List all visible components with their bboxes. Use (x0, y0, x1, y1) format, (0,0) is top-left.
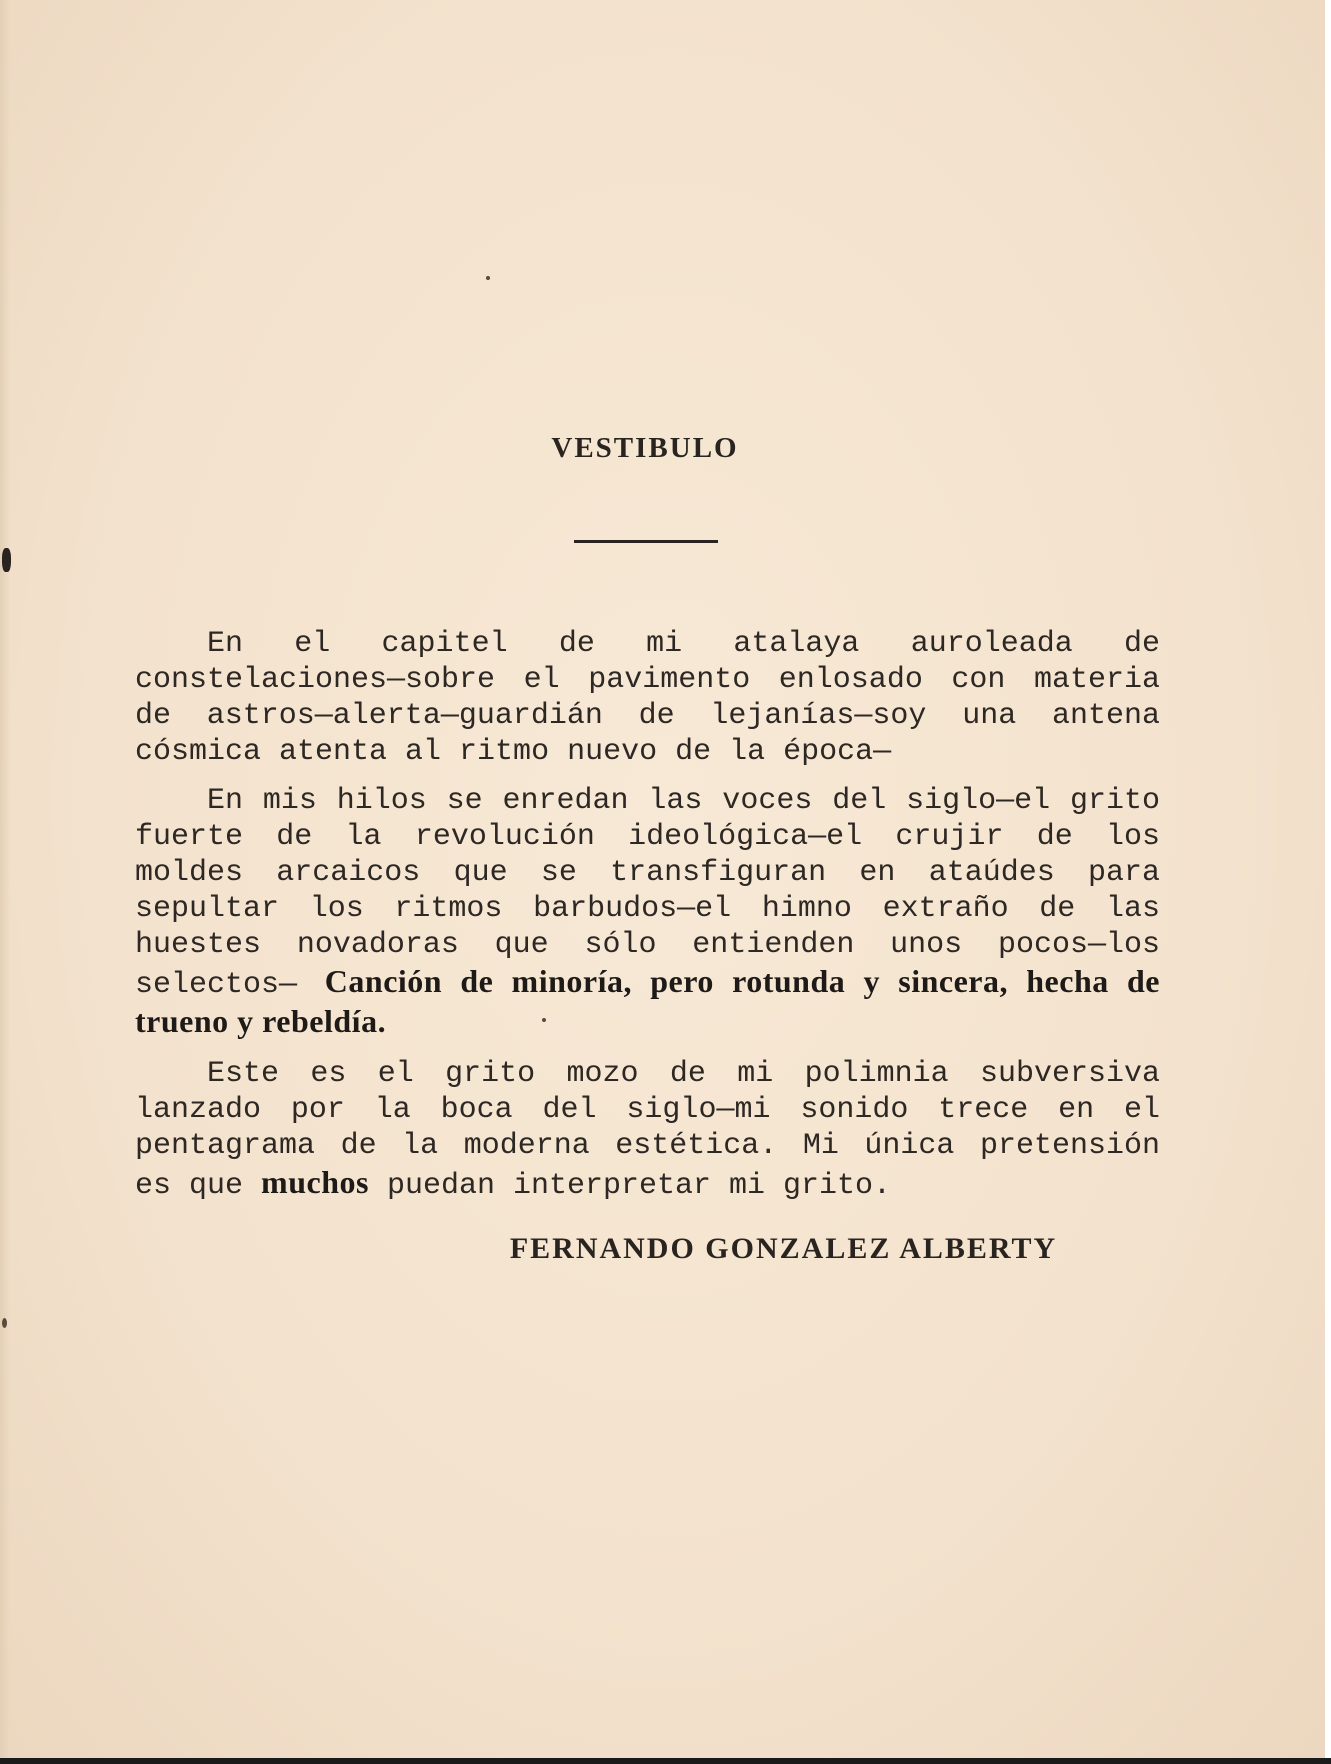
paragraph-3-bold-text: muchos (261, 1164, 369, 1200)
scan-border-right (1325, 0, 1331, 1764)
scan-border-bottom (0, 1758, 1331, 1764)
body-text (135, 626, 1160, 1217)
title-rule (574, 540, 718, 543)
paragraph-2-bold-text: Canción de minoría, pero rotunda y sincera, hecha de trueno y rebeldía. (135, 963, 1160, 1039)
paragraph-1-text: En el capitel de mi atalaya auroleada de constelaciones—sobre el pavimento enlosado con materia de astros—alerta—guardián de lejanías—soy una antena cósmica atenta al ritmo nuevo de la época— (135, 627, 1160, 769)
ink-speck (2, 548, 11, 572)
page-title: VESTIBULO (551, 432, 739, 464)
page-edge-shadow (0, 0, 10, 1764)
paragraph-3-text-start: Este es el grito mozo de mi polimnia subversiva lanzado por la boca del siglo—mi sonido trece en el pentagrama de la moderna estética. Mi única pretensión es que (135, 1057, 1160, 1203)
ink-speck (486, 276, 490, 280)
paragraph-2-text: En mis hilos se enredan las voces del siglo—el grito fuerte de la revolución ideológica—el crujir de los moldes arcaicos que se transfiguran en ataúdes para sepultar los ritmos barbudos—el himno extraño de las huestes novadoras que sólo entienden unos pocos—los selectos— (135, 784, 1160, 1002)
paragraph-3-text-end: puedan interpretar mi grito. (386, 1169, 892, 1203)
ink-speck (2, 1318, 7, 1328)
paragraph-1 (135, 626, 1160, 770)
paragraph-2 (135, 783, 1160, 1043)
paragraph-3 (135, 1056, 1160, 1204)
author-signature: FERNANDO GONZALEZ ALBERTY (509, 1232, 1058, 1265)
